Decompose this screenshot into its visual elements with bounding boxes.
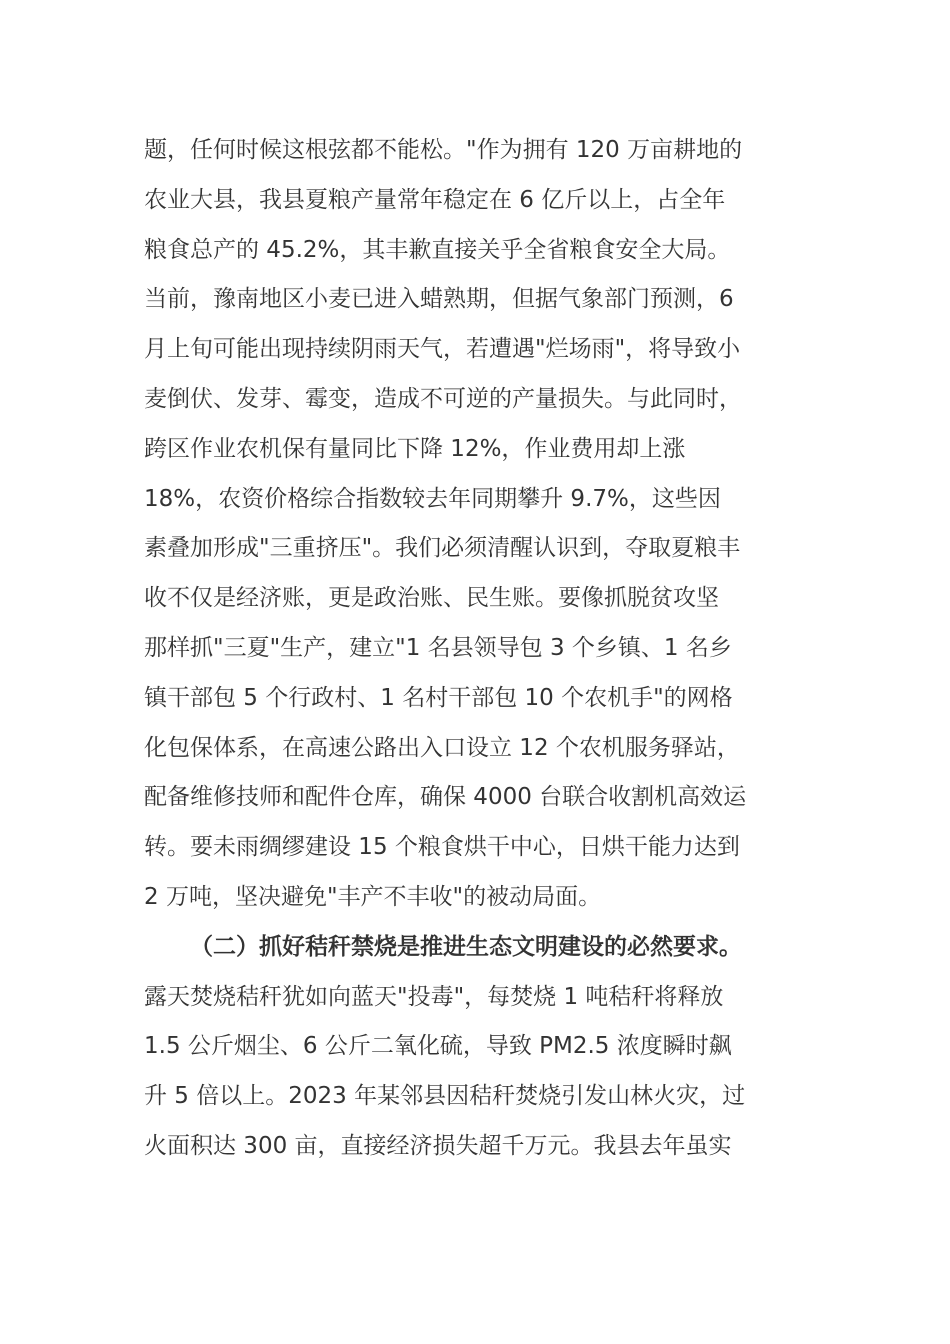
text-line: 那样抓"三夏"生产，建立"1 名县领导包 3 个乡镇、1 名乡: [144, 634, 732, 661]
text-line: 题，任何时候这根弦都不能松。"作为拥有 120 万亩耕地的: [144, 137, 743, 163]
text-line: 18%，农资价格综合指数较去年同期攀升 9.7%，这些因: [144, 485, 721, 512]
text-line: 月上旬可能出现持续阴雨天气，若遭遇"烂场雨"，将导致小: [144, 336, 741, 363]
text-line: 农业大县，我县夏粮产量常年稳定在 6 亿斤以上，占全年: [144, 186, 726, 213]
text-line: 升 5 倍以上。2023 年某邻县因秸秆焚烧引发山林火灾，过: [144, 1083, 746, 1110]
text-line: 跨区作业农机保有量同比下降 12%，作业费用却上涨: [144, 435, 686, 462]
text-line: 转。要未雨绸缪建设 15 个粮食烘干中心，日烘干能力达到: [144, 834, 740, 861]
text-line: 粮食总产的 45.2%，其丰歉直接关乎全省粮食安全大局。: [144, 236, 731, 263]
text-line: 配备维修技师和配件仓库，确保 4000 台联合收割机高效运: [144, 784, 747, 811]
text-line: 麦倒伏、发芽、霉变，造成不可逆的产量损失。与此同时，: [144, 385, 742, 412]
text-line: 镇干部包 5 个行政村、1 名村干部包 10 个农机手"的网格: [144, 684, 733, 711]
text-line: 当前，豫南地区小麦已进入蜡熟期，但据气象部门预测，6: [144, 286, 734, 313]
text-line: 火面积达 300 亩，直接经济损失超千万元。我县去年虽实: [144, 1132, 732, 1159]
section-heading: （二）抓好秸秆禁烧是推进生态文明建设的必然要求。: [190, 933, 742, 960]
text-line: 收不仅是经济账，更是政治账、民生账。要像抓脱贫攻坚: [144, 585, 719, 612]
text-line: 素叠加形成"三重挤压"。我们必须清醒认识到，夺取夏粮丰: [144, 535, 741, 562]
text-line: 化包保体系，在高速公路出入口设立 12 个农机服务驿站，: [144, 734, 740, 761]
body-text: [144, 126, 824, 1172]
text-line: 露天焚烧秸秆犹如向蓝天"投毒"，每焚烧 1 吨秸秆将释放: [144, 983, 724, 1010]
text-line: 1.5 公斤烟尘、6 公斤二氧化硫，导致 PM2.5 浓度瞬时飙: [144, 1033, 732, 1060]
text-line: 2 万吨，坚决避免"丰产不丰收"的被动局面。: [144, 883, 602, 910]
